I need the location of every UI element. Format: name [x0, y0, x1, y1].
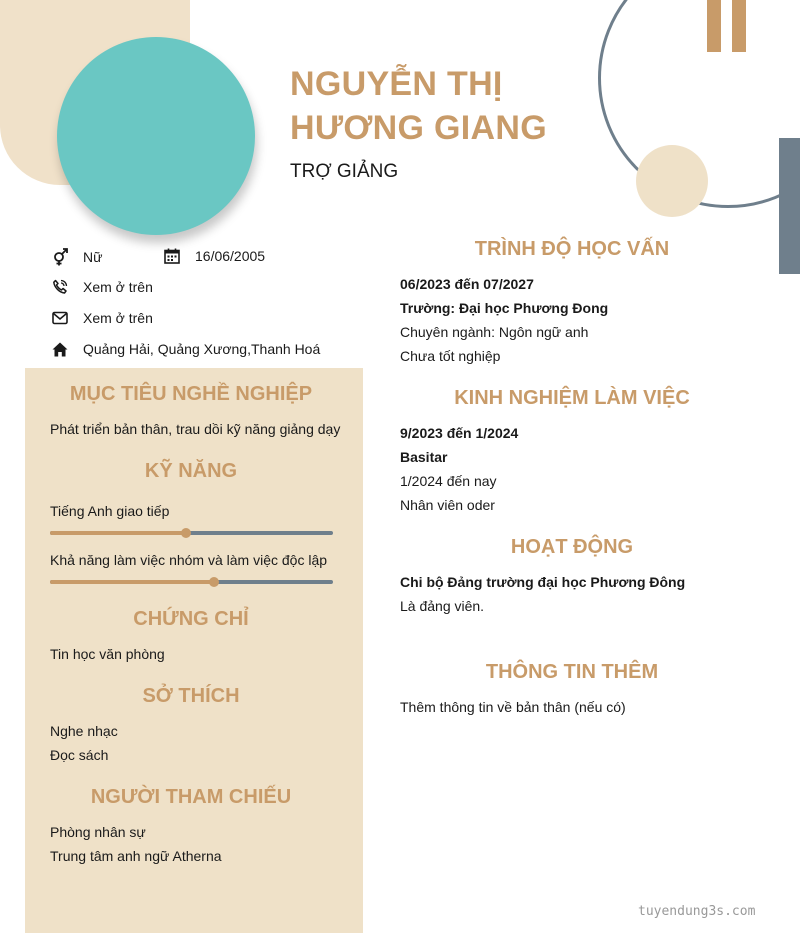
references-title: NGƯỜI THAM CHIẾU — [90, 786, 292, 808]
experience-period: 9/2023 đến 1/2024 — [400, 425, 519, 441]
email-value: Xem ở trên — [83, 310, 153, 326]
avatar — [57, 37, 255, 235]
birthdate-value: 16/06/2005 — [195, 248, 266, 264]
calendar-icon — [162, 248, 182, 264]
name-line-1: NGUYỄN THỊ — [290, 65, 503, 103]
skill-level-bar — [50, 580, 333, 584]
decorative-bar — [732, 0, 746, 52]
decorative-side-bar — [779, 138, 800, 274]
skill-level-knob — [181, 528, 191, 538]
contact-gender — [50, 248, 102, 266]
experience-position: Nhân viên oder — [400, 497, 495, 513]
phone-value: Xem ở trên — [83, 279, 153, 295]
reference-item: Trung tâm anh ngữ Atherna — [50, 848, 222, 864]
certificate-item: Tin học văn phòng — [50, 646, 165, 662]
candidate-name — [290, 62, 610, 150]
activity-organization: Chi bộ Đảng trường đại học Phương Đông — [400, 574, 686, 590]
additional-info-text: Thêm thông tin về bản thân (nếu có) — [400, 699, 626, 715]
education-title: TRÌNH ĐỘ HỌC VẤN — [474, 238, 670, 260]
skill-name: Tiếng Anh giao tiếp — [50, 503, 170, 519]
reference-item: Phòng nhân sự — [50, 824, 146, 840]
job-title: TRỢ GIẢNG — [290, 161, 399, 182]
gender-icon — [50, 248, 70, 266]
hobby-item: Nghe nhạc — [50, 723, 118, 739]
skills-title: KỸ NĂNG — [144, 460, 238, 482]
skill-level-fill — [50, 580, 214, 584]
education-school: Trường: Đại học Phương Đong — [400, 300, 609, 316]
activities-title: HOẠT ĐỘNG — [510, 536, 634, 558]
skill-name: Khả năng làm việc nhóm và làm việc độc lập — [50, 552, 328, 568]
hobbies-title: SỞ THÍCH — [142, 685, 240, 707]
additional-info-title: THÔNG TIN THÊM — [485, 661, 659, 683]
education-period: 06/2023 đến 07/2027 — [400, 276, 534, 292]
decorative-bar — [707, 0, 721, 52]
experience-company: Basitar — [400, 449, 448, 465]
envelope-icon — [50, 311, 70, 325]
address-value: Quảng Hải, Quảng Xương,Thanh Hoá — [83, 341, 321, 357]
career-objective-text: Phát triển bản thân, trau dồi kỹ năng giảng dạy — [50, 421, 341, 437]
experience-title: KINH NGHIỆM LÀM VIỆC — [454, 387, 690, 409]
phone-icon — [50, 279, 70, 295]
gender-value: Nữ — [83, 249, 103, 265]
name-line-2: HƯƠNG GIANG — [290, 109, 547, 147]
activity-role: Là đảng viên. — [400, 598, 485, 614]
hobby-item: Đọc sách — [50, 747, 109, 763]
decorative-dot — [636, 145, 708, 217]
education-status: Chưa tốt nghiệp — [400, 348, 501, 364]
contact-birthdate — [162, 248, 265, 264]
home-icon — [50, 342, 70, 357]
skill-level-fill — [50, 531, 186, 535]
experience-sub-period: 1/2024 đến nay — [400, 473, 497, 489]
contact-phone — [50, 279, 153, 295]
contact-email — [50, 310, 153, 326]
contact-address — [50, 341, 320, 357]
education-major: Chuyên ngành: Ngôn ngữ anh — [400, 324, 589, 340]
certificates-title: CHỨNG CHỈ — [133, 608, 249, 630]
career-objective-title: MỤC TIÊU NGHỀ NGHIỆP — [69, 383, 313, 405]
watermark: tuyendung3s.com — [638, 904, 756, 919]
skill-level-bar — [50, 531, 333, 535]
